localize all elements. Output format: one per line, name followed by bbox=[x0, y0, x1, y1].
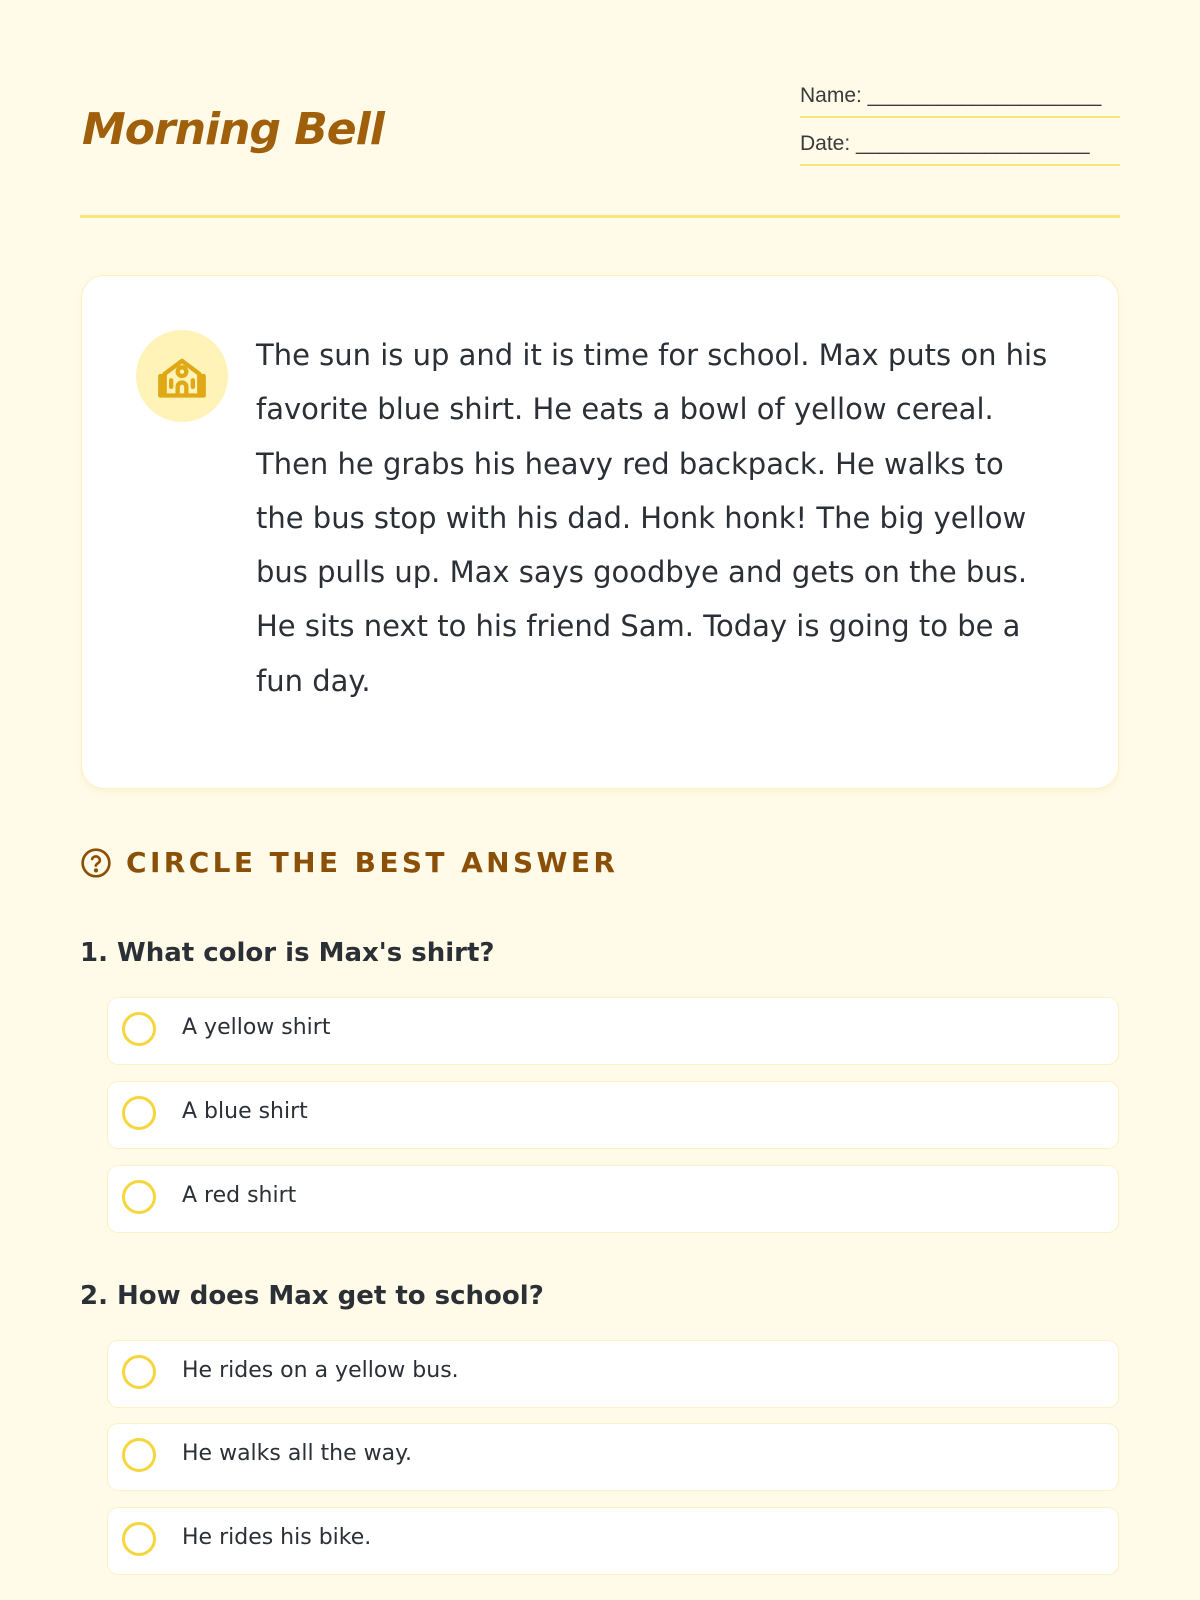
radio-circle[interactable] bbox=[122, 1096, 156, 1130]
answer-option[interactable] bbox=[108, 1341, 1118, 1407]
student-info-fields bbox=[800, 80, 1120, 176]
answer-option[interactable] bbox=[108, 1424, 1118, 1490]
answer-option-label: A blue shirt bbox=[182, 1099, 308, 1124]
header-divider bbox=[80, 215, 1120, 218]
answer-option[interactable] bbox=[108, 1508, 1118, 1574]
radio-circle[interactable] bbox=[122, 1012, 156, 1046]
answer-option-label: He walks all the way. bbox=[182, 1441, 413, 1466]
worksheet-title: Morning Bell bbox=[82, 104, 384, 155]
answer-option-label: A red shirt bbox=[182, 1183, 297, 1208]
radio-circle[interactable] bbox=[122, 1522, 156, 1556]
answer-option[interactable] bbox=[108, 1166, 1118, 1232]
answer-option-label: He rides on a yellow bus. bbox=[182, 1358, 459, 1383]
name-field[interactable]: Name: ____________________ bbox=[800, 80, 1120, 118]
answer-option[interactable] bbox=[108, 1082, 1118, 1148]
question-2: 2. How does Max get to school? bbox=[80, 1281, 544, 1311]
radio-circle[interactable] bbox=[122, 1180, 156, 1214]
story-card bbox=[82, 276, 1118, 788]
question-circle-icon bbox=[80, 847, 112, 879]
answer-option-label: He rides his bike. bbox=[182, 1525, 372, 1550]
radio-circle[interactable] bbox=[122, 1438, 156, 1472]
answer-option-label: A yellow shirt bbox=[182, 1015, 331, 1040]
story-passage: The sun is up and it is time for school. Max puts on his favorite blue shirt. He eats a bowl of yellow cereal. Then he grabs his heavy red backpack. He walks to the bus stop with his dad. Honk honk! The big yellow bus pulls up. Max says goodbye and gets on the bus. He sits next to his friend Sam. Today is going to be a fun day. bbox=[256, 338, 1048, 698]
date-field[interactable]: Date: ____________________ bbox=[800, 128, 1120, 166]
section-title: CIRCLE THE BEST ANSWER bbox=[126, 846, 619, 879]
section-heading bbox=[80, 846, 618, 879]
school-icon bbox=[136, 330, 228, 422]
question-1: 1. What color is Max's shirt? bbox=[80, 938, 495, 968]
answer-option[interactable] bbox=[108, 998, 1118, 1064]
radio-circle[interactable] bbox=[122, 1355, 156, 1389]
worksheet-header bbox=[82, 0, 1120, 220]
